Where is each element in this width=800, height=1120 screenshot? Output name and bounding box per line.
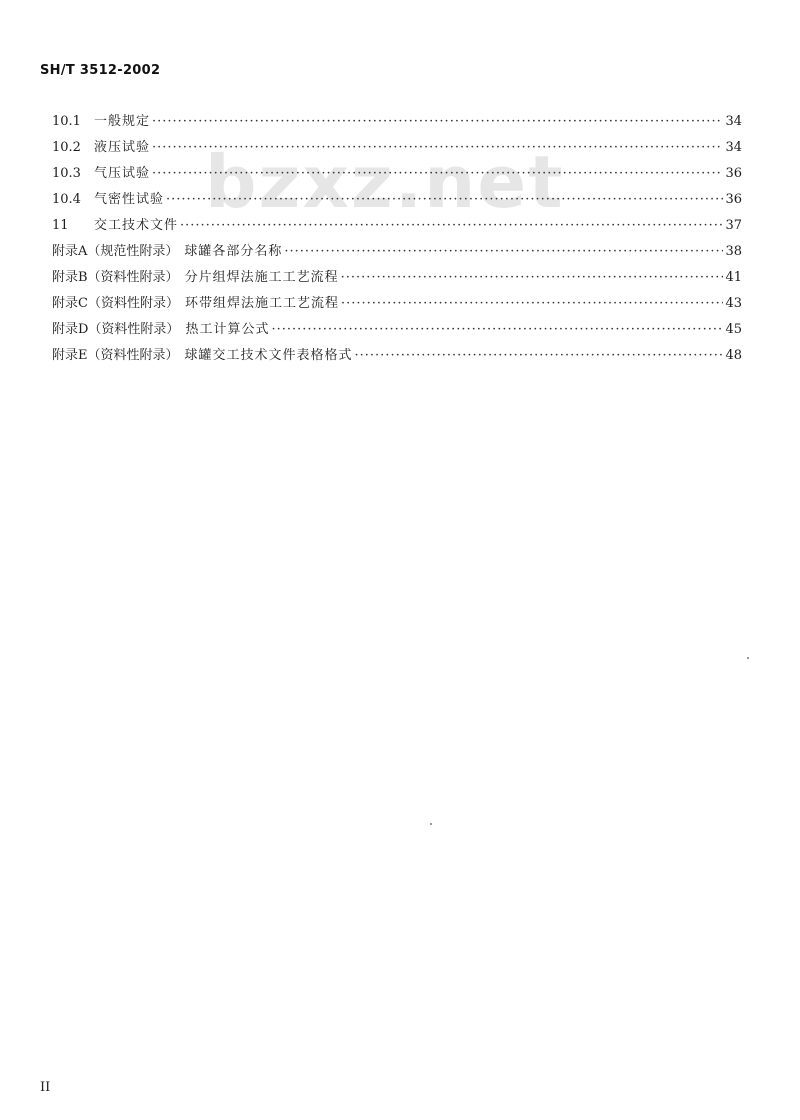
scan-speck (747, 657, 749, 659)
appendix-title: 分片组焊法施工工艺流程 (184, 270, 339, 285)
watermark: bzxz.net (205, 140, 565, 224)
toc-entry-page: 34 (725, 140, 742, 155)
appendix-title: 环带组焊法施工工艺流程 (184, 296, 339, 311)
dot-leader (355, 343, 724, 369)
appendix-page: 48 (725, 348, 742, 363)
toc-appendix-e[interactable] (52, 343, 742, 369)
toc-entry-page: 36 (725, 166, 742, 181)
toc-entry-10-2[interactable] (52, 135, 742, 161)
toc-appendix-c[interactable] (52, 291, 742, 317)
dot-leader (341, 291, 723, 317)
toc-entry-number: 11 (52, 218, 69, 233)
toc-entry-number: 10.3 (52, 166, 81, 181)
toc-entry-11[interactable] (52, 213, 742, 239)
table-of-contents (52, 109, 742, 369)
toc-appendix-a[interactable] (52, 239, 742, 265)
toc-entry-10-1[interactable] (52, 109, 742, 135)
scan-speck (430, 823, 432, 825)
standard-code: SH/T 3512-2002 (40, 63, 161, 78)
toc-entry-page: 37 (725, 218, 742, 233)
toc-entry-title: 气压试验 (94, 166, 151, 181)
toc-appendix-b[interactable] (52, 265, 742, 291)
toc-entry-title: 一般规定 (94, 114, 151, 129)
dot-leader (341, 265, 724, 291)
page-number: II (40, 1080, 51, 1095)
appendix-label: 附录C（资料性附录） (52, 296, 179, 311)
dot-leader (180, 213, 723, 239)
appendix-page: 43 (725, 296, 742, 311)
appendix-page: 45 (725, 322, 742, 337)
toc-entry-page: 34 (725, 114, 742, 129)
toc-entry-title: 气密性试验 (94, 192, 165, 207)
dot-leader (166, 187, 723, 213)
appendix-page: 41 (725, 270, 742, 285)
appendix-title: 球罐各部分名称 (184, 244, 283, 259)
appendix-title: 球罐交工技术文件表格格式 (184, 348, 353, 363)
toc-entry-10-3[interactable] (52, 161, 742, 187)
dot-leader (152, 109, 723, 135)
appendix-title: 热工计算公式 (185, 322, 270, 337)
toc-entry-number: 10.4 (52, 192, 81, 207)
toc-appendix-d[interactable] (52, 317, 742, 343)
toc-entry-title: 液压试验 (94, 140, 151, 155)
toc-entry-number: 10.2 (52, 140, 81, 155)
dot-leader (152, 161, 723, 187)
appendix-label: 附录D（资料性附录） (52, 322, 180, 337)
appendix-label: 附录A（规范性附录） (52, 244, 179, 259)
toc-entry-title: 交工技术文件 (94, 218, 179, 233)
appendix-page: 38 (725, 244, 742, 259)
toc-entry-10-4[interactable] (52, 187, 742, 213)
dot-leader (284, 239, 723, 265)
appendix-label: 附录E（资料性附录） (52, 348, 179, 363)
dot-leader (271, 317, 723, 343)
toc-entry-number: 10.1 (52, 114, 81, 129)
toc-entry-page: 36 (725, 192, 742, 207)
appendix-label: 附录B（资料性附录） (52, 270, 179, 285)
dot-leader (152, 135, 723, 161)
